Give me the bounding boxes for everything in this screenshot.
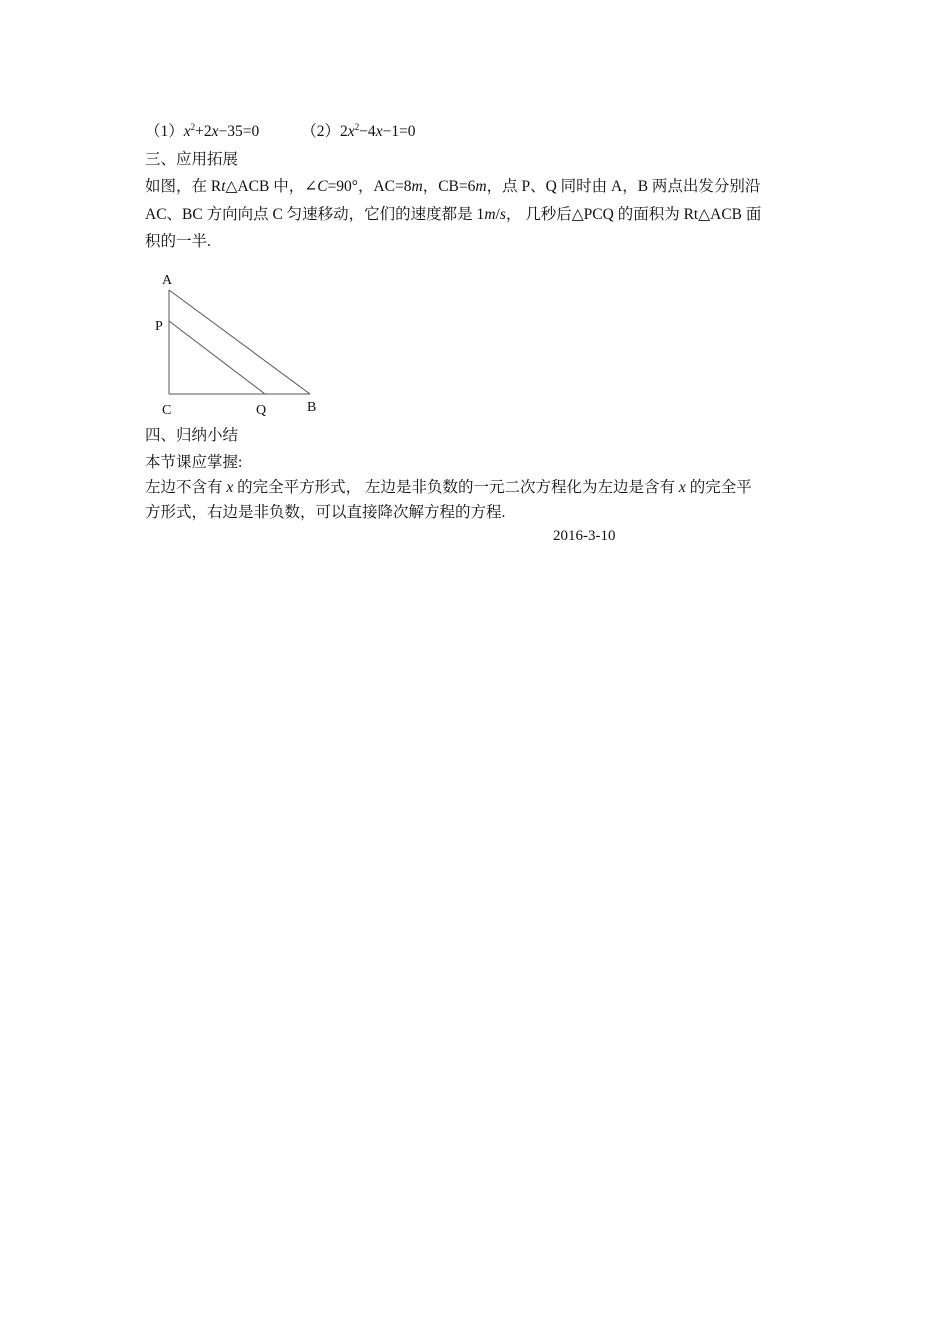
- section3-heading: 三、应用拓展: [145, 151, 239, 168]
- problem-line-1: [145, 177, 760, 197]
- label-q: Q: [256, 403, 267, 418]
- label-p: P: [155, 319, 163, 334]
- eq-part: −1=0: [382, 123, 416, 140]
- text: ，点 P、Q 同时由 A，B 两点出发分别沿: [486, 178, 761, 195]
- text: =90°，AC=8: [327, 178, 412, 195]
- eq-part: −35=0: [218, 123, 260, 140]
- exponent: 2: [354, 122, 360, 132]
- side-ab: [169, 290, 310, 394]
- triangle-diagram: [150, 268, 330, 418]
- item1-label: （1）: [145, 123, 184, 140]
- var: x: [183, 123, 191, 140]
- document-date: 2016-3-10: [553, 528, 616, 544]
- problem-line-2: [145, 205, 761, 225]
- unit: m: [411, 178, 423, 195]
- exponent: 2: [190, 122, 196, 132]
- problem-line-3: 积的一半.: [145, 233, 211, 250]
- label-c: C: [162, 403, 172, 418]
- label-b: B: [307, 400, 317, 415]
- exercise-equations: [145, 122, 416, 142]
- summary-intro: 本节课应掌握:: [145, 454, 243, 471]
- text: ，CB=6: [422, 178, 476, 195]
- var: C: [317, 178, 328, 195]
- unit: s: [499, 206, 506, 223]
- eq-part: 2: [340, 123, 348, 140]
- item2-label: （2）: [301, 123, 341, 140]
- eq-part: +2: [195, 123, 212, 140]
- label-a: A: [162, 273, 173, 288]
- eq-part: −4: [359, 123, 376, 140]
- text: ， 几秒后△PCQ 的面积为 Rt△ACB 面: [505, 206, 762, 223]
- var: x: [347, 123, 355, 140]
- text: 的完全平方形式， 左边是非负数的一元二次方程化为左边是含有: [233, 479, 679, 496]
- text: 如图，在 R: [145, 178, 222, 195]
- var: x: [375, 123, 383, 140]
- section4-heading: 四、归纳小结: [145, 427, 239, 444]
- unit: m: [484, 206, 496, 223]
- var: x: [226, 479, 234, 496]
- text: AC、BC 方向向点 C 匀速移动，它们的速度都是 1: [145, 206, 485, 223]
- text: 的完全平: [685, 479, 752, 496]
- segment-pq: [169, 321, 265, 394]
- text: /: [495, 206, 500, 223]
- summary-line-1: [145, 478, 752, 498]
- var: x: [678, 479, 686, 496]
- unit: m: [475, 178, 487, 195]
- triangle-figure: [150, 268, 330, 418]
- text: △ACB 中，∠: [225, 178, 318, 195]
- summary-line-2: 方形式，右边是非负数，可以直接降次解方程的方程.: [145, 504, 506, 521]
- var: x: [211, 123, 219, 140]
- text: 左边不含有: [145, 479, 227, 496]
- var: t: [221, 178, 226, 195]
